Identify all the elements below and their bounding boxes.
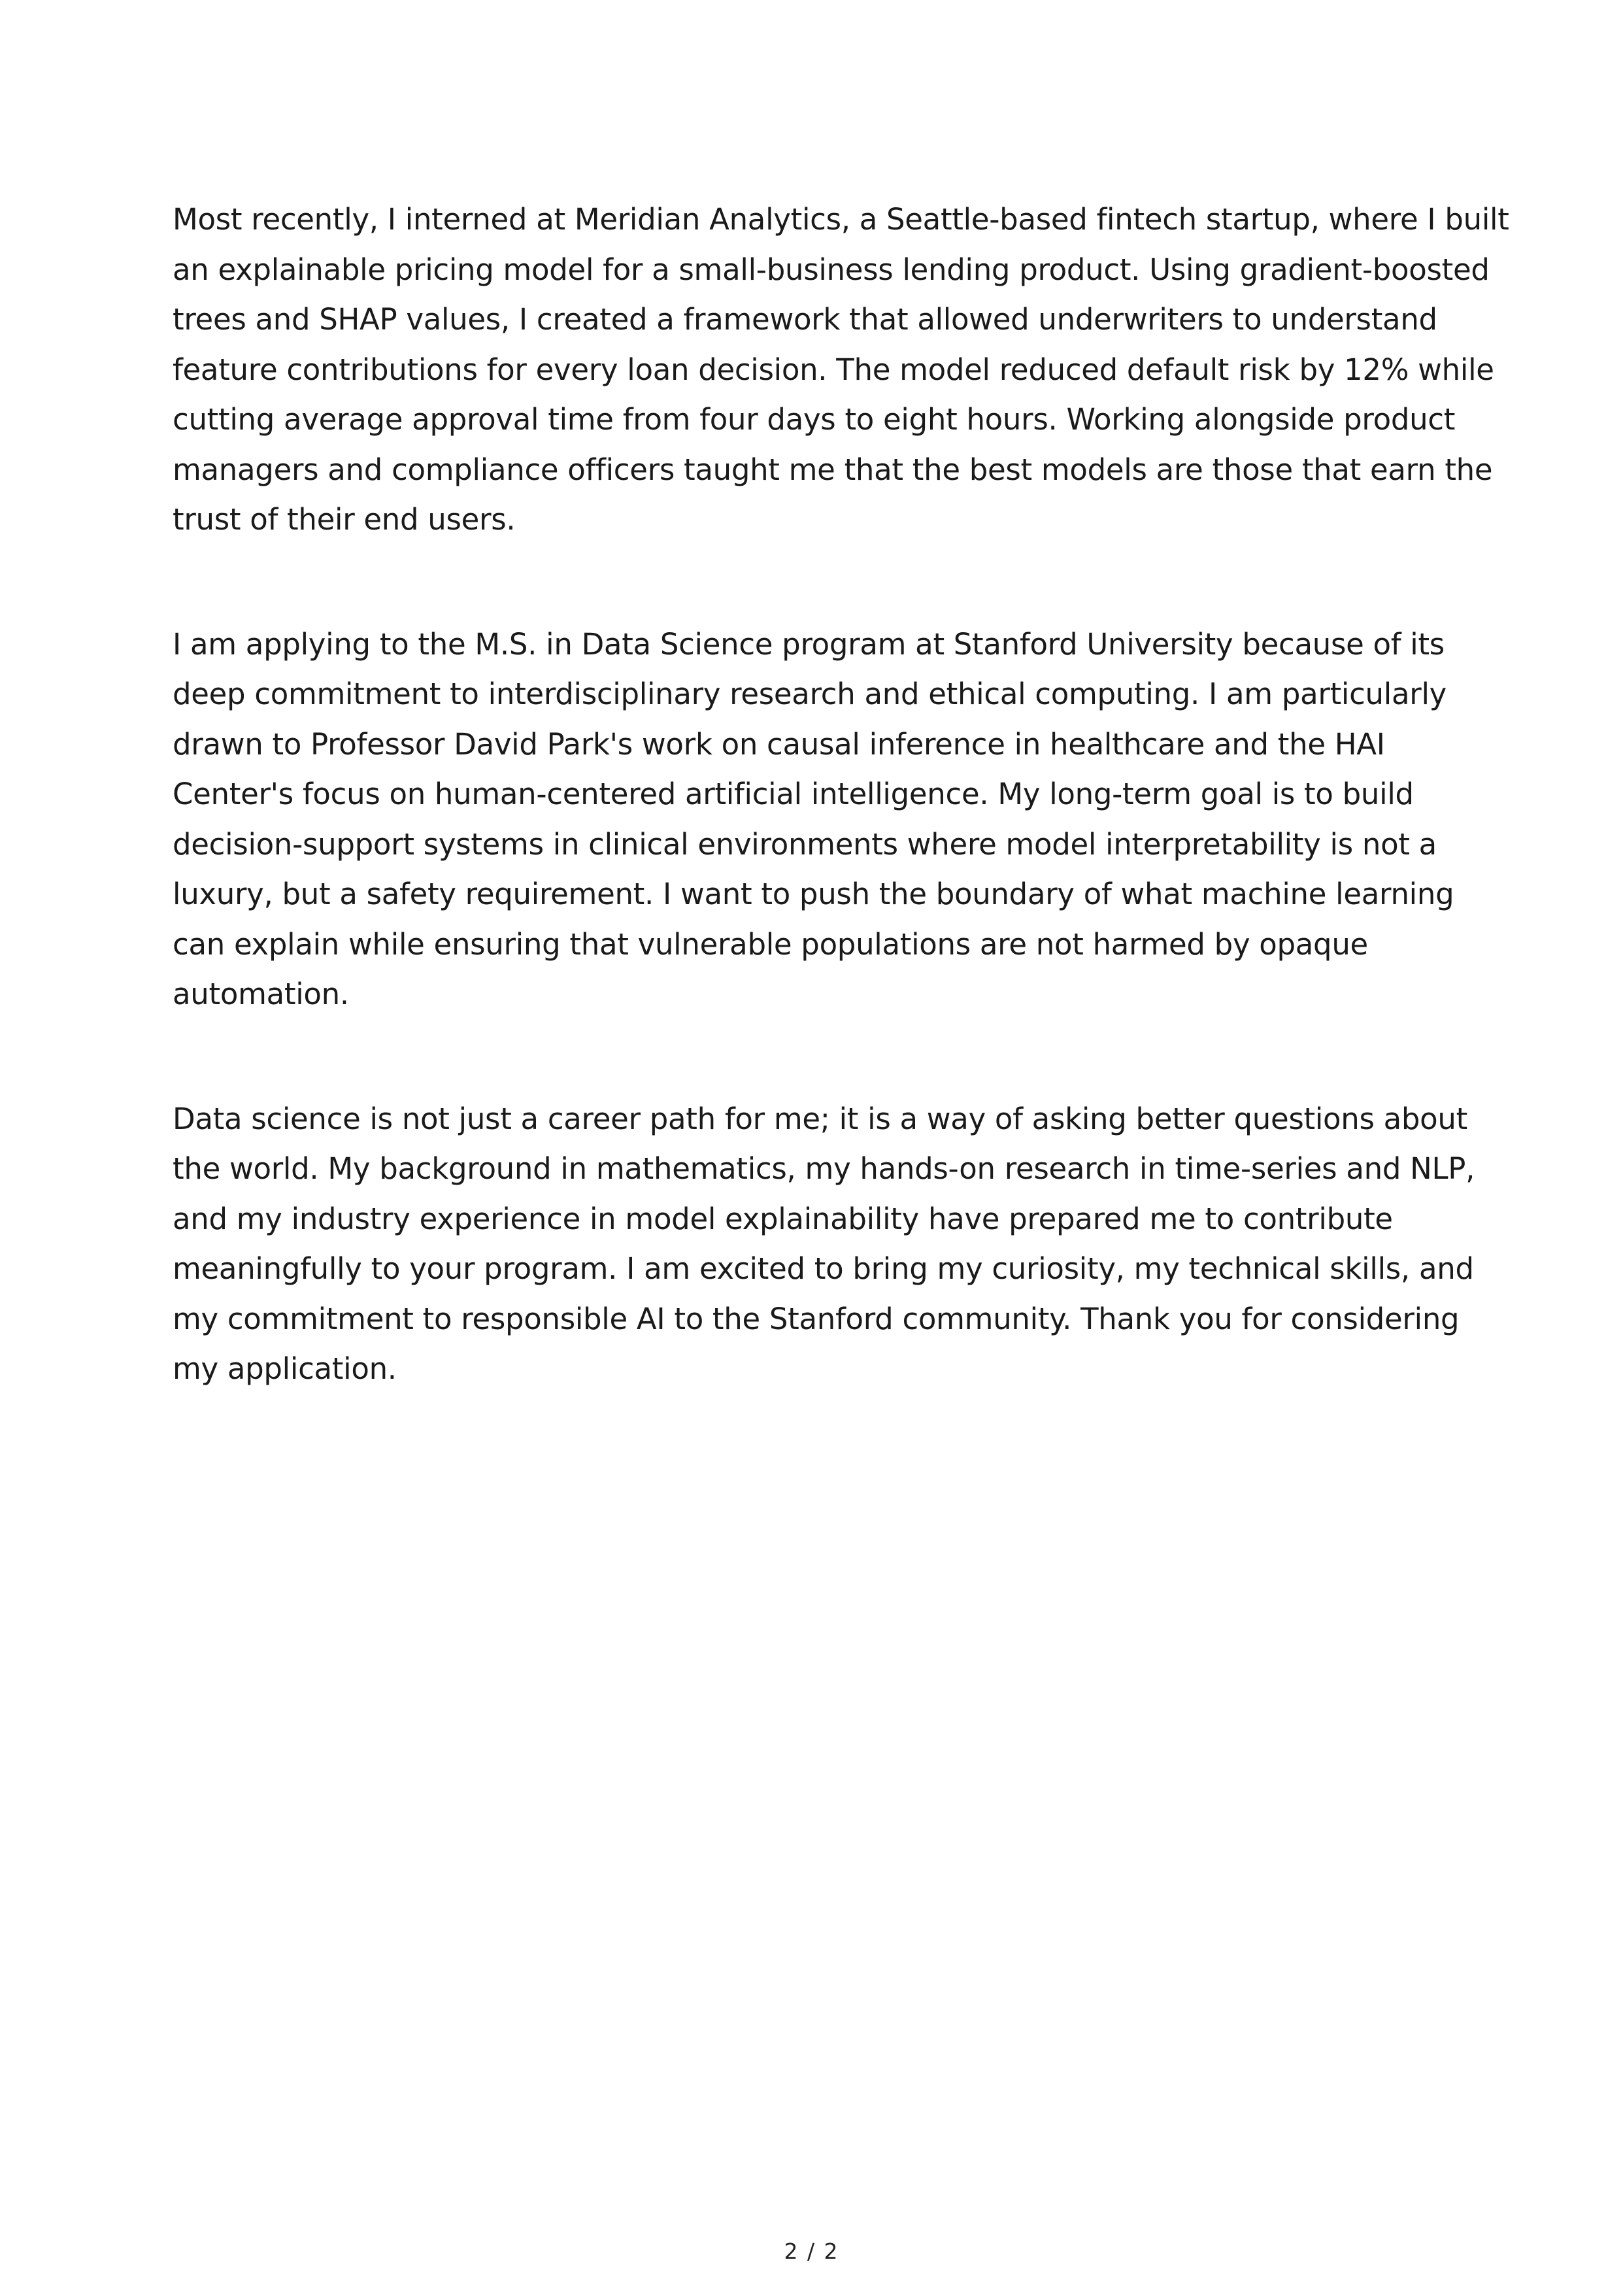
text-line: meaningfully to your program. I am excited to bring my curiosity, my technical skills, and — [173, 1251, 1474, 1286]
text-line: trust of their end users. — [173, 502, 516, 537]
text-line: managers and compliance officers taught me that the best models are those that earn the — [173, 452, 1493, 487]
text-line: can explain while ensuring that vulnerable populations are not harmed by opaque — [173, 926, 1368, 962]
text-line: my commitment to responsible AI to the Stanford community. Thank you for considering — [173, 1301, 1460, 1336]
text-line: and my industry experience in model explainability have prepared me to contribute — [173, 1201, 1393, 1236]
text-line: trees and SHAP values, I created a framework that allowed underwriters to understand — [173, 302, 1437, 337]
text-line: deep commitment to interdisciplinary research and ethical computing. I am particularly — [173, 677, 1447, 711]
text-line: the world. My background in mathematics, my hands-on research in time-series and NLP, — [173, 1151, 1475, 1186]
text-line: Data science is not just a career path for me; it is a way of asking better questions about — [173, 1101, 1467, 1136]
document-body — [173, 195, 1509, 1469]
page-number: 2 / 2 — [784, 2238, 839, 2264]
text-line: automation. — [173, 977, 349, 1011]
text-line: cutting average approval time from four days to eight hours. Working alongside product — [173, 402, 1456, 437]
text-line: an explainable pricing model for a small-business lending product. Using gradient-boosted — [173, 252, 1490, 287]
text-line: Center's focus on human-centered artificial intelligence. My long-term goal is to build — [173, 777, 1414, 811]
paragraph-program-goals — [173, 620, 1473, 1020]
text-line: luxury, but a safety requirement. I want to push the boundary of what machine learning — [173, 877, 1454, 911]
text-line: Most recently, I interned at Meridian Analytics, a Seattle-based fintech startup, where I built — [173, 202, 1509, 237]
paragraph-internship — [173, 195, 1509, 545]
text-line: I am applying to the M.S. in Data Science program at Stanford University because of its — [173, 626, 1445, 662]
text-line: feature contributions for every loan decision. The model reduced default risk by 12% while — [173, 352, 1494, 387]
text-line: drawn to Professor David Park's work on causal inference in healthcare and the HAI — [173, 726, 1385, 762]
text-line: decision-support systems in clinical environments where model interpretability is not a — [173, 826, 1437, 862]
paragraph-closing — [173, 1094, 1473, 1394]
text-line: my application. — [173, 1351, 397, 1386]
